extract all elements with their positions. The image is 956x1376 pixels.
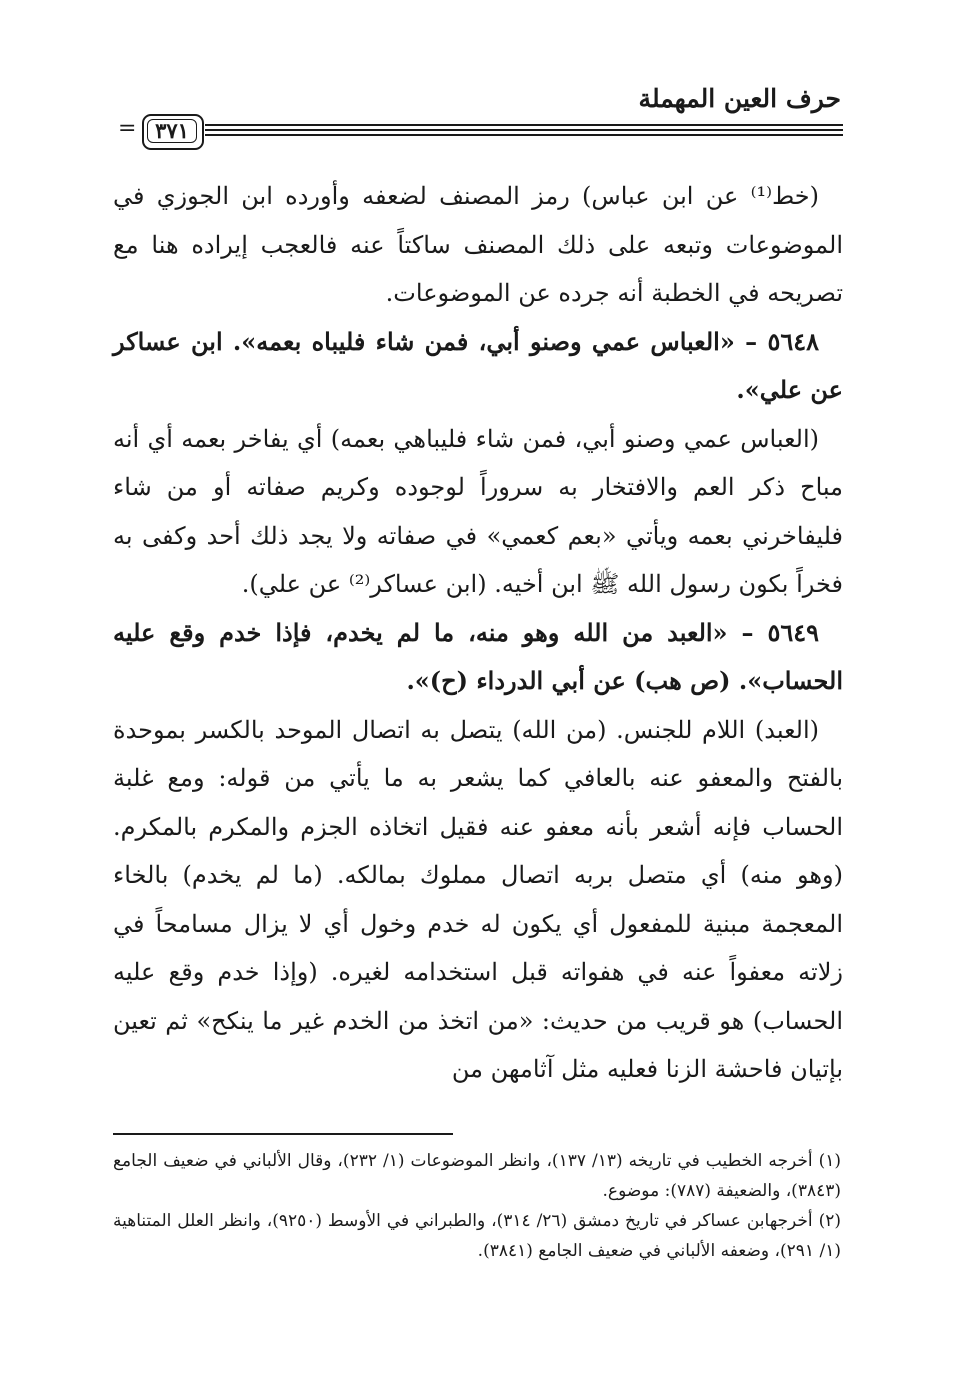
running-header-title: حرف العين المهملة [638, 84, 841, 113]
footnotes [113, 1146, 841, 1266]
header-rule [205, 124, 843, 126]
footnote: (١) أخرجه الخطيب في تاريخه (١٣/ ١٣٧)، وانظر الموضوعات (١/ ٢٣٢)، وقال الألباني في ضعيف الجامع (٣٨٤٣)، والضعيفة (٧٨٧): موضوع. [113, 1151, 842, 1201]
commentary-paragraph: (العباس عمي وصنو أبي، فمن شاء فليباهي بعمه) أي يفاخر بعمه أي أنه مباح ذكر العم والافتخار به سروراً لوجوده وكريم صفاته أو من شاء فليفاخرني بعمه ويأتي «بعم كعمي» في صفاته ولا يجد ذلك أحد وكفى به فخراً بكون رسول الله ﷺ ابن أخيه. (ابن عساكر⁽²⁾ عن علي). [113, 424, 844, 598]
header-ornament: = [118, 116, 137, 141]
commentary-paragraph: (العبد) اللام للجنس. (من الله) يتصل به اتصال الموحد بالكسر بموحدة بالفتح والمعفو عنه بالعافي كما يشعر به ما يأتي من قوله: ومع غلبة الحساب فإنه أشعر بأنه معفو عنه فقيل اتخاذه الجزم والمكرم بالمكرم. (وهو منه) أي متصل بربه اتصال مملوك بمالكه. (ما لم يخدم) بالخاء المعجمة مبنية للمفعول أي يكون له خدم وخول أي لا يزال مسامحاً في زلاته معفواً عنه في هفواته قبل استخدامه لغيره. (وإذا خدم وقع عليه الحساب) هو قريب من حديث: «من اتخذ من الخدم غير ما ينكح» ثم تعين بإتيان فاحشة الزنا فعليه مثل آثامهن من [113, 715, 843, 1083]
header-rule [205, 129, 843, 131]
hadith-entry: ٥٦٤٨ – «العباس عمي وصنو أبي، فمن شاء فليباه بعمه». ابن عساكر عن علي». [113, 326, 843, 404]
page-number: ٣٧١ [147, 119, 197, 143]
commentary-paragraph: (خط⁽¹⁾ عن ابن عباس) رمز المصنف لضعفه وأورده ابن الجوزي في الموضوعات وتبعه على ذلك المصنف ساكتاً عنه فالعجب إيراده هنا مع تصريحه في الخطبة أنه جرده عن الموضوعات. [113, 182, 843, 307]
footnote: (٢) أخرجهابن عساكر في تاريخ دمشق (٢٦/ ٣١٤)، والطبراني في الأوسط (٩٢٥٠)، وانظر العلل المتناهية (١/ ٢٩١)، وضعفه الألباني في ضعيف الجامع (٣٨٤١). [113, 1211, 841, 1261]
header-rule [205, 134, 843, 136]
main-text [113, 172, 843, 1094]
hadith-entry: ٥٦٤٩ – «العبد من الله وهو منه، ما لم يخدم، فإذا خدم وقع عليه الحساب». (ص هب) عن أبي الدرداء (ح)». [113, 617, 843, 695]
footnote-separator [113, 1133, 453, 1135]
